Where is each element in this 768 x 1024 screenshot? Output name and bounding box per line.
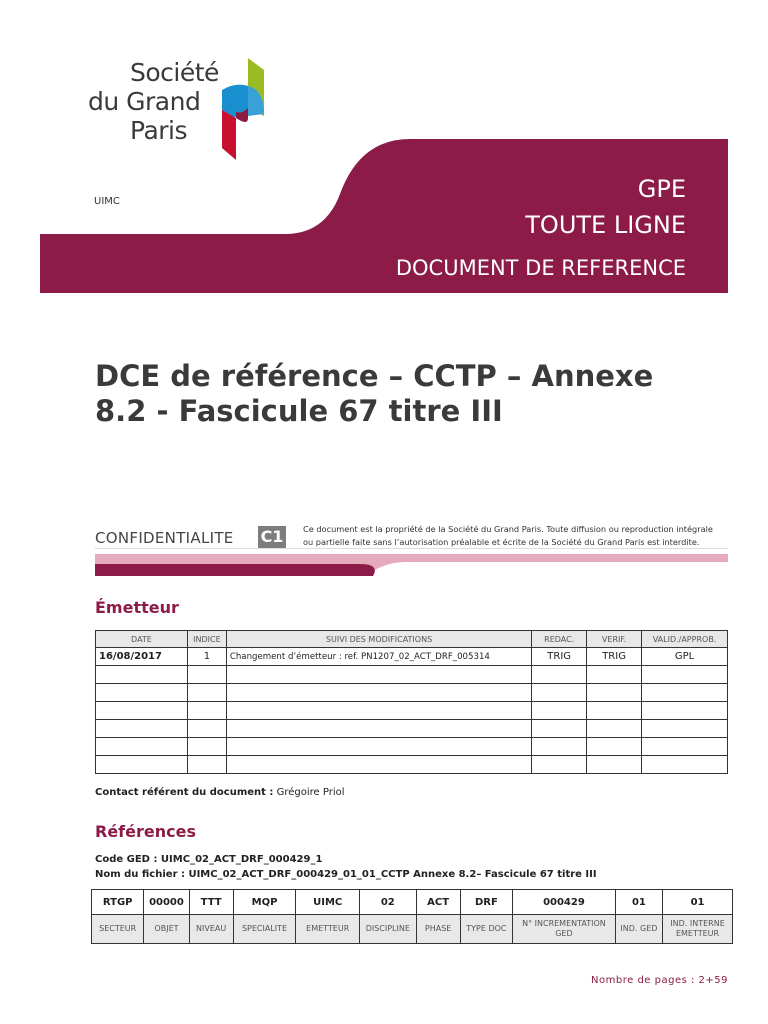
- document-title: [95, 359, 735, 429]
- file-name: Nom du fichier : UIMC_02_ACT_DRF_000429_01_01_CCTP Annexe 8.2– Fascicule 67 titre III: [95, 869, 597, 880]
- code-niveau: TTT: [189, 890, 233, 915]
- table-row-empty: [96, 738, 728, 756]
- col-verif-header: VERIF.: [587, 631, 642, 648]
- contact-referent: [95, 787, 345, 798]
- references-heading: Références: [95, 822, 196, 841]
- col-redac-header: REDAC.: [532, 631, 587, 648]
- reference-labels-row: [92, 915, 733, 944]
- col-date-header: DATE: [96, 631, 188, 648]
- banner-document-reference: DOCUMENT DE REFERENCE: [395, 256, 686, 280]
- cell-suivi: Changement d’émetteur : ref. PN1207_02_ACT_DRF_005314: [226, 648, 531, 666]
- cell-indice: 1: [187, 648, 226, 666]
- cell-verif: TRIG: [587, 648, 642, 666]
- uimc-label: UIMC: [94, 196, 120, 207]
- banner-toute-ligne: TOUTE LIGNE: [525, 211, 686, 239]
- reference-codes-table: [91, 889, 733, 944]
- col-suivi-header: SUIVI DES MODIFICATIONS: [226, 631, 531, 648]
- label-ind-ged: IND. GED: [615, 915, 662, 944]
- label-phase: PHASE: [416, 915, 460, 944]
- logo-line-3: Paris: [130, 116, 188, 145]
- code-ind-ged: 01: [615, 890, 662, 915]
- label-specialite: SPECIALITE: [233, 915, 296, 944]
- table-header-row: [96, 631, 728, 648]
- reference-values-row: [92, 890, 733, 915]
- code-type-doc: DRF: [460, 890, 512, 915]
- contact-label: Contact référent du document :: [95, 787, 274, 798]
- header-banner: [40, 139, 728, 293]
- label-type-doc: TYPE DOC: [460, 915, 512, 944]
- code-phase: ACT: [416, 890, 460, 915]
- label-secteur: SECTEUR: [92, 915, 144, 944]
- title-line-1: DCE de référence – CCTP – Annexe: [95, 359, 654, 393]
- banner-gpe: GPE: [637, 175, 686, 203]
- confidentiality-level-badge: C1: [258, 526, 286, 548]
- table-row-empty: [96, 756, 728, 774]
- col-indice-header: INDICE: [187, 631, 226, 648]
- label-objet: OBJET: [144, 915, 189, 944]
- code-emetteur: UIMC: [296, 890, 360, 915]
- code-ged: Code GED : UIMC_02_ACT_DRF_000429_1: [95, 854, 323, 865]
- confidentiality-notice-line-2: ou partielle faite sans l’autorisation préalable et écrite de la Société du Grand Paris est interdite.: [303, 537, 700, 547]
- table-row-empty: [96, 666, 728, 684]
- code-discipline: 02: [360, 890, 416, 915]
- confidentiality-label: CONFIDENTIALITE: [95, 529, 234, 547]
- col-valid-header: VALID./APPROB.: [642, 631, 728, 648]
- label-incrementation: N° INCREMENTATION GED: [513, 915, 616, 944]
- cell-date: 16/08/2017: [96, 648, 188, 666]
- code-specialite: MQP: [233, 890, 296, 915]
- table-row-empty: [96, 684, 728, 702]
- label-emetteur: EMETTEUR: [296, 915, 360, 944]
- modifications-table: [95, 630, 728, 774]
- code-secteur: RTGP: [92, 890, 144, 915]
- cell-redac: TRIG: [532, 648, 587, 666]
- table-row-empty: [96, 720, 728, 738]
- table-row: [96, 648, 728, 666]
- emetteur-heading: Émetteur: [95, 598, 179, 617]
- logo-line-1: Société: [130, 58, 219, 87]
- page-count: Nombre de pages : 2+59: [591, 975, 728, 986]
- contact-name: Grégoire Priol: [276, 787, 345, 798]
- logo-line-2: du Grand: [88, 87, 201, 116]
- confidentiality-notice-line-1: Ce document est la propriété de la Société du Grand Paris. Toute diffusion ou reproduction intégrale: [303, 524, 713, 534]
- confidentiality-bar: [95, 548, 728, 576]
- code-incrementation: 000429: [513, 890, 616, 915]
- label-niveau: NIVEAU: [189, 915, 233, 944]
- cell-valid: GPL: [642, 648, 728, 666]
- code-objet: 00000: [144, 890, 189, 915]
- code-ind-interne: 01: [663, 890, 733, 915]
- label-discipline: DISCIPLINE: [360, 915, 416, 944]
- company-logo-text: [88, 58, 218, 145]
- table-row-empty: [96, 702, 728, 720]
- confidentiality-notice: [303, 523, 733, 549]
- label-ind-interne: IND. INTERNE EMETTEUR: [663, 915, 733, 944]
- title-line-2: 8.2 - Fascicule 67 titre III: [95, 394, 503, 428]
